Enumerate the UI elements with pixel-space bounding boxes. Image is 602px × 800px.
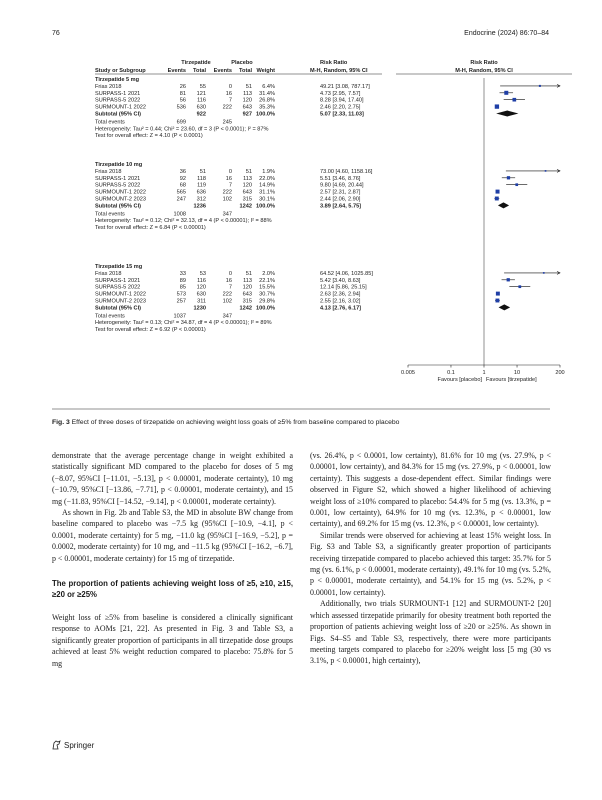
subtotal-diamond <box>496 111 518 117</box>
events-placebo: 0 <box>228 270 232 277</box>
study-effect-ci: 4.73 [2.95, 7.57] <box>320 90 361 97</box>
study-effect-ci: 12.14 [5.86, 25.15] <box>320 284 367 291</box>
effect-square <box>496 292 500 296</box>
study-name: SURMOUNT-1 2022 <box>95 189 146 196</box>
favours-tirzepatide-label: Favours [tirzepatide] <box>486 377 537 383</box>
events-placebo: 102 <box>222 298 232 305</box>
page-number: 76 <box>52 30 60 37</box>
study-effect-ci: 2.44 [2.06, 2.90] <box>320 196 361 203</box>
group2-header: Placebo <box>231 60 253 66</box>
total-events-placebo: 347 <box>222 313 232 320</box>
events-tirzepatide: 85 <box>179 284 186 291</box>
subtotal-label: Subtotal (95% CI) <box>95 305 141 312</box>
col-effect: M-H, Random, 95% CI <box>310 68 368 74</box>
total-events-label: Total events <box>95 119 125 126</box>
events-placebo: 7 <box>228 284 232 291</box>
subtotal-weight: 100.0% <box>256 305 275 312</box>
subtotal-weight: 100.0% <box>256 111 275 118</box>
subtotal-diamond <box>499 304 511 310</box>
favours-placebo-label: Favours [placebo] <box>437 377 482 383</box>
paragraph: (vs. 26.4%, p < 0.0001, low certainty), 81.6% for 10 mg (vs. 27.9%, p < 0.00001, low certainty), and 84.3% for 15 mg (vs. 27.9%, p < 0.00001, low certainty). This suggests a dose-dependent effect. Similar findings were observed in Figure S2, which showed a higher likelihood of achieving weight loss of ≥10% compared to placebo: 54.4% for 5 mg (vs. 13.3%, p = 0.001, low certainty), 64.9% for 10 mg (vs. 12.3%, p < 0.00001, low certainty), and 69.2% for 15 mg (vs. 12.3%, p < 0.00001, low certainty). <box>310 451 551 529</box>
events-tirzepatide: 573 <box>176 291 186 298</box>
total-events-placebo: 347 <box>222 211 232 218</box>
springer-horse-icon <box>52 740 61 750</box>
events-placebo: 7 <box>228 97 232 104</box>
figure-label: Fig. 3 <box>52 419 70 426</box>
subtotal-total-tirzepatide: 1230 <box>193 305 206 312</box>
paragraph: Similar trends were observed for achieving at least 15% weight loss. In Fig. S3 and Table S3, a significantly greater proportion of participants receiving tirzepatide compared to placebo achieved this target: 35.7% for 5 mg (vs. 6.1%, p < 0.00001, moderate certainty), 49.1% for 10 mg (vs. 5.2%, p < 0.00001, moderate certainty), and 54.1% for 15 mg (vs. 5.2%, p < 0.00001, low certainty). <box>310 530 551 597</box>
events-tirzepatide: 68 <box>179 182 186 189</box>
total-events-tirzepatide: 699 <box>176 119 186 126</box>
effect-square <box>495 197 499 201</box>
study-effect-ci: 5.42 [3.40, 8.63] <box>320 277 361 284</box>
total-placebo: 120 <box>242 97 252 104</box>
subtotal-total-placebo: 1242 <box>239 203 252 210</box>
study-effect-ci: 9.80 [4.69, 20.44] <box>320 182 364 189</box>
effect-square <box>495 104 499 108</box>
study-weight: 2.0% <box>262 270 275 277</box>
study-effect-ci: 49.21 [3.08, 787.17] <box>320 83 370 90</box>
events-tirzepatide: 26 <box>179 83 186 90</box>
subtotal-total-placebo: 927 <box>242 111 252 118</box>
study-name: SURPASS-1 2021 <box>95 90 141 97</box>
total-placebo: 315 <box>242 196 252 203</box>
col-weight: Weight <box>256 68 275 74</box>
total-tirzepatide: 119 <box>197 182 206 189</box>
total-events-label: Total events <box>95 313 125 320</box>
events-tirzepatide: 257 <box>176 298 186 305</box>
effect-square <box>545 170 547 172</box>
col-study: Study or Subgroup <box>95 68 146 74</box>
total-tirzepatide: 51 <box>199 168 206 175</box>
study-weight: 35.3% <box>259 104 275 111</box>
study-name: SURMOUNT-2 2023 <box>95 298 146 305</box>
total-tirzepatide: 630 <box>196 104 206 111</box>
total-placebo: 113 <box>243 90 252 97</box>
paragraph: Weight loss of ≥5% from baseline is considered a clinically significant response to AOMs [21, 22]. As presented in Fig. 3 and Table S3, a significantly greater proportion of participants in all tirzepatide dose groups achieved at least 5% weight reduction compared to placebo: 75.8% for 5 mg <box>52 613 293 668</box>
study-weight: 29.8% <box>259 298 275 305</box>
study-effect-ci: 5.51 [3.46, 8.76] <box>320 175 361 182</box>
col-total1: Total <box>193 68 206 74</box>
study-effect-ci: 64.52 [4.06, 1025.85] <box>320 270 373 277</box>
heterogeneity-stat: Heterogeneity: Tau² = 0.13; Chi² = 34.87, df = 4 (P < 0.00001); I² = 89% <box>95 320 272 327</box>
events-tirzepatide: 81 <box>179 90 186 97</box>
total-tirzepatide: 630 <box>196 291 206 298</box>
subgroup-title: Tirzepatide 15 mg <box>95 264 143 270</box>
total-placebo: 51 <box>245 168 252 175</box>
study-name: SURPASS-5 2022 <box>95 284 141 291</box>
effect-square <box>512 98 516 102</box>
col-total2: Total <box>239 68 252 74</box>
subtotal-total-placebo: 1242 <box>239 305 252 312</box>
section-heading: The proportion of patients achieving weight loss of ≥5, ≥10, ≥15, ≥20 or ≥25% <box>52 579 293 600</box>
heterogeneity-stat: Heterogeneity: Tau² = 0.44; Chi² = 23.60, df = 3 (P < 0.0001); I² = 87% <box>95 126 269 133</box>
total-events-label: Total events <box>95 211 125 218</box>
paragraph: As shown in Fig. 2b and Table S3, the MD in absolute BW change from baseline compared to placebo was −7.5 kg (95%CI [−10.9, −4.1], p < 0.0001, moderate certainty) for 5 mg, −11.0 kg (95%CI [−16.9, −5.2], p = 0.0002, moderate certainty) for 10 mg, and −11.5 kg (95%CI [−16.2, −6.7], p < 0.00001, moderate certainty) for 15 mg of tirzepatide. <box>52 508 293 563</box>
effect-square <box>496 190 500 194</box>
total-tirzepatide: 120 <box>196 284 206 291</box>
x-tick-label: 1 <box>482 370 486 376</box>
plot-header: Risk Ratio <box>470 60 498 66</box>
total-tirzepatide: 116 <box>197 277 206 284</box>
events-placebo: 222 <box>222 189 232 196</box>
group1-header: Tirzepatide <box>181 60 211 66</box>
paragraph: demonstrate that the average percentage change in weight exhibited a statistically significant MD compared to the placebo for doses of 5 mg (−8.07, 95%CI [−11.01, −5.13], p < 0.00001, moderate certainty), 10 mg (−10.79, 95%CI [−13.86, −7.71], p < 0.00001, moderate certainty), and 15 mg (−11.83, 95%CI [−14.52, −9.14], p < 0.00001, moderate certainty). <box>52 451 293 506</box>
effect-square <box>507 278 510 281</box>
overall-effect-test: Test for overall effect: Z = 4.10 (P < 0.0001) <box>95 133 203 140</box>
events-placebo: 16 <box>225 175 232 182</box>
subtotal-weight: 100.0% <box>256 203 275 210</box>
events-placebo: 16 <box>225 90 232 97</box>
study-weight: 31.1% <box>259 189 275 196</box>
events-tirzepatide: 89 <box>179 277 186 284</box>
subtotal-effect-ci: 4.13 [2.76, 6.17] <box>320 305 362 312</box>
effect-square <box>539 85 541 87</box>
study-weight: 26.8% <box>259 97 275 104</box>
study-weight: 1.9% <box>262 168 275 175</box>
events-tirzepatide: 247 <box>176 196 186 203</box>
study-weight: 15.5% <box>259 284 275 291</box>
publisher-name: Springer <box>64 740 95 750</box>
left-column <box>52 450 293 669</box>
study-name: SURPASS-1 2021 <box>95 175 141 182</box>
journal-citation: Endocrine (2024) 86:70–84 <box>464 30 549 37</box>
figure-caption-text: Effect of three doses of tirzepatide on achieving weight loss goals of ≥5% from baseline compared to placebo <box>71 419 400 426</box>
study-weight: 14.9% <box>259 182 275 189</box>
events-tirzepatide: 536 <box>176 104 186 111</box>
study-effect-ci: 2.55 [2.16, 3.02] <box>320 298 361 305</box>
study-name: SURPASS-5 2022 <box>95 97 141 104</box>
study-effect-ci: 73.00 [4.60, 1158.16] <box>320 168 373 175</box>
publisher-logo <box>52 740 94 750</box>
study-name: SURMOUNT-2 2023 <box>95 196 146 203</box>
events-tirzepatide: 92 <box>179 175 186 182</box>
total-events-tirzepatide: 1037 <box>173 313 186 320</box>
events-tirzepatide: 56 <box>179 97 186 104</box>
effect-square <box>507 176 510 179</box>
total-placebo: 315 <box>242 298 252 305</box>
subgroup-title: Tirzepatide 10 mg <box>95 162 143 168</box>
total-placebo: 643 <box>242 291 252 298</box>
total-events-tirzepatide: 1008 <box>173 211 186 218</box>
total-placebo: 113 <box>243 277 252 284</box>
events-tirzepatide: 33 <box>179 270 186 277</box>
subtotal-label: Subtotal (95% CI) <box>95 111 141 118</box>
study-name: Frias 2018 <box>95 168 122 175</box>
events-tirzepatide: 36 <box>179 168 186 175</box>
events-tirzepatide: 565 <box>176 189 186 196</box>
col-plot: M-H, Random, 95% CI <box>455 68 513 74</box>
x-tick-label: 0.005 <box>401 370 415 376</box>
events-placebo: 222 <box>222 291 232 298</box>
effect-header: Risk Ratio <box>320 60 348 66</box>
study-name: Frias 2018 <box>95 83 122 90</box>
study-weight: 30.7% <box>259 291 275 298</box>
study-weight: 31.4% <box>259 90 275 97</box>
events-placebo: 7 <box>228 182 232 189</box>
total-placebo: 120 <box>242 284 252 291</box>
col-events1: Events <box>167 68 186 74</box>
study-name: SURPASS-1 2021 <box>95 277 141 284</box>
study-effect-ci: 2.57 [2.31, 2.87] <box>320 189 361 196</box>
study-name: Frias 2018 <box>95 270 122 277</box>
total-placebo: 51 <box>245 83 252 90</box>
study-weight: 30.1% <box>259 196 275 203</box>
subtotal-total-tirzepatide: 922 <box>196 111 206 118</box>
x-tick-label: 200 <box>555 370 565 376</box>
subtotal-effect-ci: 5.07 [2.33, 11.03] <box>320 111 364 118</box>
events-placebo: 16 <box>225 277 232 284</box>
events-placebo: 222 <box>222 104 232 111</box>
study-weight: 6.4% <box>262 83 275 90</box>
total-tirzepatide: 53 <box>199 270 206 277</box>
effect-square <box>518 285 521 288</box>
study-name: SURMOUNT-1 2022 <box>95 104 146 111</box>
total-tirzepatide: 116 <box>197 97 206 104</box>
events-placebo: 0 <box>228 168 232 175</box>
subtotal-total-tirzepatide: 1236 <box>193 203 206 210</box>
total-tirzepatide: 121 <box>196 90 206 97</box>
total-placebo: 113 <box>243 175 252 182</box>
effect-square <box>504 91 508 95</box>
total-placebo: 120 <box>242 182 252 189</box>
study-name: SURMOUNT-1 2022 <box>95 291 146 298</box>
subtotal-effect-ci: 3.89 [2.64, 5.75] <box>320 203 362 210</box>
x-tick-label: 0.1 <box>447 370 455 376</box>
x-tick-label: 10 <box>513 370 521 376</box>
total-tirzepatide: 312 <box>196 196 206 203</box>
overall-effect-test: Test for overall effect: Z = 6.92 (P < 0.00001) <box>95 327 206 334</box>
col-events2: Events <box>213 68 232 74</box>
heterogeneity-stat: Heterogeneity: Tau² = 0.12; Chi² = 32.13, df = 4 (P < 0.00001); I² = 88% <box>95 218 272 225</box>
overall-effect-test: Test for overall effect: Z = 6.84 (P < 0.00001) <box>95 225 206 232</box>
subtotal-diamond <box>498 202 509 208</box>
effect-square <box>495 299 499 303</box>
right-column <box>310 450 551 667</box>
paragraph: Additionally, two trials SURMOUNT-1 [12] and SURMOUNT-2 [20] which assessed tirzepatide primarily for obesity treatment both reported the proportion of patients achieving weight loss of ≥20 or ≥25%. As shown in Figs. S4–S5 and Table S3, respectively, there were more participants meeting targets compared to placebo for ≥20% weight loss [5 mg (30 vs 3.1%, p < 0.00001, high certainty), <box>310 599 551 666</box>
effect-square <box>543 272 545 274</box>
study-effect-ci: 2.46 [2.20, 2.75] <box>320 104 361 111</box>
total-tirzepatide: 311 <box>197 298 206 305</box>
study-name: SURPASS-5 2022 <box>95 182 141 189</box>
study-effect-ci: 2.63 [2.36, 2.94] <box>320 291 361 298</box>
subgroup-title: Tirzepatide 5 mg <box>95 77 140 83</box>
effect-square <box>515 183 518 186</box>
total-tirzepatide: 55 <box>199 83 206 90</box>
total-placebo: 51 <box>245 270 252 277</box>
study-effect-ci: 8.28 [3.94, 17.40] <box>320 97 364 104</box>
total-placebo: 643 <box>242 189 252 196</box>
total-placebo: 643 <box>242 104 252 111</box>
total-tirzepatide: 636 <box>196 189 206 196</box>
total-events-placebo: 245 <box>222 119 232 126</box>
study-weight: 22.1% <box>259 277 275 284</box>
subtotal-label: Subtotal (95% CI) <box>95 203 141 210</box>
events-placebo: 0 <box>228 83 232 90</box>
study-weight: 22.0% <box>259 175 275 182</box>
figure-caption <box>52 418 552 427</box>
total-tirzepatide: 118 <box>197 175 206 182</box>
events-placebo: 102 <box>222 196 232 203</box>
